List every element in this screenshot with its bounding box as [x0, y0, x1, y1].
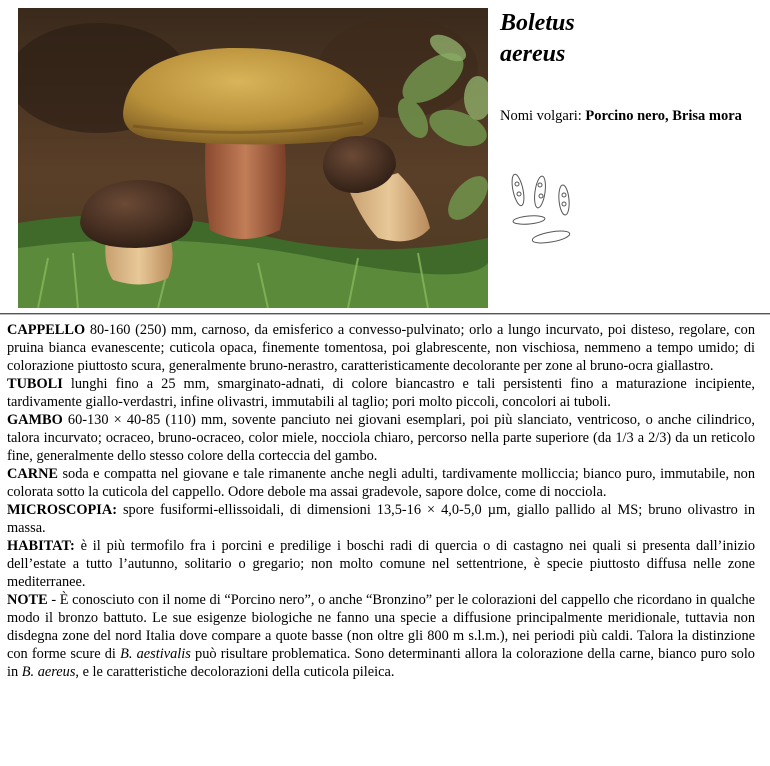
section-note — [7, 591, 755, 681]
separator-line — [0, 313, 770, 314]
section-label: NOTE — [7, 592, 48, 608]
section-label: CAPPELLO — [7, 322, 86, 338]
section-label: TUBOLI — [7, 376, 63, 392]
section-tuboli — [7, 375, 755, 411]
spore-drawing — [505, 170, 580, 250]
species-name: aereus — [500, 41, 566, 67]
section-label: GAMBO — [7, 412, 63, 428]
species-reference: B. aereus — [21, 664, 76, 680]
common-names-label: Nomi volgari: — [500, 108, 582, 124]
genus-name: Boletus — [500, 10, 575, 36]
section-text: lunghi fino a 25 mm, smarginato-adnati, di colore biancastro e tali persistenti fino a maturazione incipiente, tardivamente giallo-verdastri, infine olivastri, immutabili al taglio; pori molto piccoli, concolori ai tuboli. — [7, 376, 755, 410]
section-text: , e le caratteristiche decolorazioni della cuticola pileica. — [75, 664, 395, 680]
section-text: può risultare problematica. Sono determinanti allora la colorazione della carne, bianco puro solo in — [7, 646, 755, 680]
mushroom-photo — [18, 8, 488, 308]
section-text: soda e compatta nel giovane e tale rimanente anche negli adulti, tardivamente molliccia; bianco puro, immutabile, non colorata sotto la cuticola del cappello. Odore debole ma assai gradevole, sapore dolce, come di nocciola. — [7, 466, 755, 500]
section-carne — [7, 465, 755, 501]
section-text: - È conosciuto con il nome di “Porcino nero”, o anche “Bronzino” per le colorazioni del cappello che ricordano in qualche modo il bronzo battuto. Le sue esigenze biologiche ne fanno una specie a diffusione principalmente meridionale, tuttavia non disdegna zone del nord Italia dove compare a quote basse (non oltre gli 800 m s.l.m.), nei periodi più caldi. Talora la distinzione con forme scure di — [7, 592, 755, 662]
section-cappello — [7, 321, 755, 375]
section-label: HABITAT: — [7, 538, 75, 554]
section-text: 80-160 (250) mm, carnoso, da emisferico a convesso-pulvinato; orlo a lungo incurvato, poi disteso, regolare, con pruina bianca evanescente; cuticola opaca, finemente tomentosa, poi glabrescente, non vischiosa, nemmeno a tempo umido; di colorazione piuttosto scura, generalmente bruno-nerastro, caratteristicamente decolorante per zone al bruno-ocra giallastro. — [7, 322, 755, 374]
section-habitat — [7, 537, 755, 591]
section-microscopia — [7, 501, 755, 537]
species-reference: B. aestivalis — [120, 646, 191, 662]
section-gambo — [7, 411, 755, 465]
section-text: spore fusiformi-ellissoidali, di dimensioni 13,5-16 × 4,0-5,0 µm, giallo pallido al MS; bruno olivastro in massa. — [7, 502, 756, 536]
section-label: MICROSCOPIA: — [7, 502, 117, 518]
species-title — [500, 8, 575, 70]
section-label: CARNE — [7, 466, 59, 482]
species-description — [7, 321, 755, 681]
common-names-value: Porcino nero, Brisa mora — [585, 108, 742, 124]
section-text: è il più termofilo fra i porcini e predilige i boschi radi di quercia o di castagno nei quali si presenta dall’inizio dell’estate a tutto l’autunno, solitario o gregario; non molto comune nel settentrione, è specie piuttosto diffusa nelle zone mediterranee. — [7, 538, 755, 590]
common-names — [500, 108, 742, 125]
section-text: 60-130 × 40-85 (110) mm, sovente panciuto nei giovani esemplari, poi più slanciato, ventricoso, o anche cilindrico, talora incurvato; ocraceo, bruno-ocraceo, color miele, nocciola chiaro, percorso nella parte superiore (da 1/3 a 2/3) da un reticolo fine, generalmente dello stesso colore della corteccia del gambo. — [7, 412, 755, 464]
